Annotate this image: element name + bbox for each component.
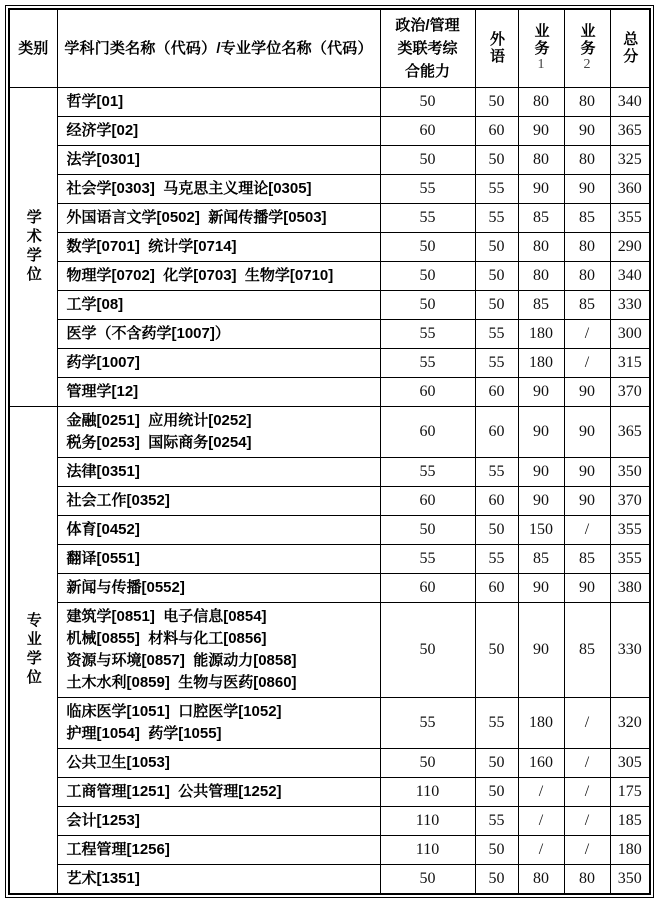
total-score-cell: 315 xyxy=(610,348,650,377)
score-table-frame xyxy=(5,5,654,898)
subject-name-cell: 工程管理[1256] xyxy=(57,835,380,864)
business1-score-cell: 90 xyxy=(518,486,564,515)
total-vertical-label: 总分 xyxy=(621,31,639,66)
politics-score-cell: 60 xyxy=(380,486,475,515)
column-header-politics xyxy=(380,9,475,87)
table-row xyxy=(9,290,650,319)
table-row xyxy=(9,87,650,116)
total-score-cell: 330 xyxy=(610,602,650,697)
foreign-language-score-cell: 55 xyxy=(475,806,518,835)
business1-score-cell: 80 xyxy=(518,864,564,894)
business1-score-cell: 90 xyxy=(518,406,564,457)
total-score-cell: 185 xyxy=(610,806,650,835)
table-row xyxy=(9,544,650,573)
politics-score-cell: 110 xyxy=(380,835,475,864)
politics-score-cell: 55 xyxy=(380,457,475,486)
subject-name-cell: 数学[0701] 统计学[0714] xyxy=(57,232,380,261)
total-score-cell: 350 xyxy=(610,457,650,486)
politics-score-cell: 55 xyxy=(380,348,475,377)
business1-score-cell: / xyxy=(518,806,564,835)
subject-name-cell: 管理学[12] xyxy=(57,377,380,406)
table-row xyxy=(9,174,650,203)
foreign-language-score-cell: 50 xyxy=(475,261,518,290)
category-vertical-label: 专业学位 xyxy=(24,611,42,688)
total-score-cell: 355 xyxy=(610,203,650,232)
subject-name-cell: 会计[1253] xyxy=(57,806,380,835)
business2-score-cell: 80 xyxy=(564,261,610,290)
admission-score-table xyxy=(8,8,651,895)
politics-score-cell: 55 xyxy=(380,697,475,748)
politics-score-cell: 60 xyxy=(380,573,475,602)
politics-score-cell: 50 xyxy=(380,515,475,544)
subject-name-cell: 哲学[01] xyxy=(57,87,380,116)
total-score-cell: 290 xyxy=(610,232,650,261)
business2-score-cell: 90 xyxy=(564,174,610,203)
business2-score-cell: 80 xyxy=(564,232,610,261)
foreign-language-score-cell: 55 xyxy=(475,544,518,573)
business2-score-cell: 85 xyxy=(564,544,610,573)
foreign-language-score-cell: 60 xyxy=(475,116,518,145)
business2-score-cell: 80 xyxy=(564,864,610,894)
table-row xyxy=(9,573,650,602)
subject-name-cell: 社会工作[0352] xyxy=(57,486,380,515)
politics-score-cell: 110 xyxy=(380,806,475,835)
subject-name-cell: 工学[08] xyxy=(57,290,380,319)
total-score-cell: 370 xyxy=(610,486,650,515)
total-score-cell: 350 xyxy=(610,864,650,894)
foreign-language-score-cell: 55 xyxy=(475,319,518,348)
subject-name-cell: 翻译[0551] xyxy=(57,544,380,573)
foreign-language-score-cell: 55 xyxy=(475,174,518,203)
column-header-business2 xyxy=(564,9,610,87)
business2-score-cell: 80 xyxy=(564,145,610,174)
category-vertical-label: 学术学位 xyxy=(24,208,42,285)
foreign-language-score-cell: 60 xyxy=(475,486,518,515)
subject-name-cell: 艺术[1351] xyxy=(57,864,380,894)
business2-score-cell: / xyxy=(564,319,610,348)
subject-name-cell: 临床医学[1051] 口腔医学[1052] 护理[1054] 药学[1055] xyxy=(57,697,380,748)
business1-score-cell: 90 xyxy=(518,174,564,203)
foreign-language-score-cell: 55 xyxy=(475,203,518,232)
business2-score-cell: 85 xyxy=(564,203,610,232)
foreign-language-score-cell: 60 xyxy=(475,406,518,457)
total-score-cell: 325 xyxy=(610,145,650,174)
foreign-language-score-cell: 50 xyxy=(475,748,518,777)
foreign-language-score-cell: 50 xyxy=(475,87,518,116)
business2-score-cell: 80 xyxy=(564,87,610,116)
foreign-language-score-cell: 50 xyxy=(475,602,518,697)
table-row xyxy=(9,261,650,290)
header-row xyxy=(9,9,650,87)
business2-score-cell: 90 xyxy=(564,457,610,486)
total-score-cell: 365 xyxy=(610,116,650,145)
table-row xyxy=(9,806,650,835)
business2-score-cell: / xyxy=(564,777,610,806)
politics-score-cell: 50 xyxy=(380,290,475,319)
politics-score-cell: 55 xyxy=(380,174,475,203)
foreign-language-score-cell: 60 xyxy=(475,377,518,406)
business1-score-cell: 160 xyxy=(518,748,564,777)
foreign-language-score-cell: 55 xyxy=(475,457,518,486)
business1-vertical-label xyxy=(534,23,549,74)
table-row xyxy=(9,835,650,864)
table-row xyxy=(9,515,650,544)
table-body xyxy=(9,87,650,894)
table-row xyxy=(9,377,650,406)
politics-score-cell: 50 xyxy=(380,145,475,174)
business1-score-cell: 180 xyxy=(518,348,564,377)
foreign-language-score-cell: 60 xyxy=(475,573,518,602)
foreign-language-score-cell: 50 xyxy=(475,145,518,174)
business2-score-cell: 90 xyxy=(564,573,610,602)
column-header-category: 类别 xyxy=(9,9,57,87)
politics-score-cell: 110 xyxy=(380,777,475,806)
business1-score-cell: 90 xyxy=(518,377,564,406)
column-header-business1 xyxy=(518,9,564,87)
business1-score-cell: / xyxy=(518,777,564,806)
column-header-foreign-language xyxy=(475,9,518,87)
business1-score-cell: 80 xyxy=(518,261,564,290)
table-row xyxy=(9,406,650,457)
table-row xyxy=(9,602,650,697)
total-score-cell: 370 xyxy=(610,377,650,406)
total-score-cell: 365 xyxy=(610,406,650,457)
business2-score-cell: 90 xyxy=(564,406,610,457)
politics-score-cell: 50 xyxy=(380,864,475,894)
foreign-language-score-cell: 50 xyxy=(475,864,518,894)
table-row xyxy=(9,319,650,348)
politics-score-cell: 50 xyxy=(380,87,475,116)
politics-score-cell: 55 xyxy=(380,319,475,348)
subject-name-cell: 法律[0351] xyxy=(57,457,380,486)
business1-score-cell: 90 xyxy=(518,457,564,486)
foreign-language-score-cell: 50 xyxy=(475,777,518,806)
subject-name-cell: 医学（不含药学[1007]） xyxy=(57,319,380,348)
business2-score-cell: / xyxy=(564,697,610,748)
politics-header-line: 合能力 xyxy=(404,62,450,80)
subject-name-cell: 新闻与传播[0552] xyxy=(57,573,380,602)
business2-score-cell: 90 xyxy=(564,377,610,406)
table-row xyxy=(9,348,650,377)
business2-score-cell: / xyxy=(564,835,610,864)
category-cell-group2 xyxy=(9,406,57,894)
business2-score-cell: / xyxy=(564,515,610,544)
foreign-language-vertical-label: 外语 xyxy=(488,31,505,66)
politics-score-cell: 55 xyxy=(380,544,475,573)
politics-header-line: 政治/管理 xyxy=(395,16,460,34)
business1-score-cell: 80 xyxy=(518,232,564,261)
politics-score-cell: 55 xyxy=(380,203,475,232)
subject-name-cell: 工商管理[1251] 公共管理[1252] xyxy=(57,777,380,806)
business2-label: 业务 xyxy=(578,22,596,57)
foreign-language-score-cell: 50 xyxy=(475,515,518,544)
foreign-language-score-cell: 50 xyxy=(475,290,518,319)
total-score-cell: 360 xyxy=(610,174,650,203)
subject-name-cell: 金融[0251] 应用统计[0252] 税务[0253] 国际商务[0254] xyxy=(57,406,380,457)
total-score-cell: 320 xyxy=(610,697,650,748)
business1-score-cell: 150 xyxy=(518,515,564,544)
politics-header-line: 类联考综 xyxy=(397,39,458,57)
total-score-cell: 175 xyxy=(610,777,650,806)
business1-score-cell: 85 xyxy=(518,290,564,319)
business2-score-cell: 85 xyxy=(564,290,610,319)
politics-score-cell: 60 xyxy=(380,406,475,457)
table-row xyxy=(9,777,650,806)
total-score-cell: 330 xyxy=(610,290,650,319)
total-score-cell: 180 xyxy=(610,835,650,864)
business2-score-cell: / xyxy=(564,348,610,377)
table-row xyxy=(9,116,650,145)
table-row xyxy=(9,748,650,777)
business1-score-cell: 90 xyxy=(518,602,564,697)
business1-label: 业务 xyxy=(532,22,550,57)
table-row xyxy=(9,697,650,748)
total-score-cell: 340 xyxy=(610,261,650,290)
total-score-cell: 380 xyxy=(610,573,650,602)
subject-name-cell: 物理学[0702] 化学[0703] 生物学[0710] xyxy=(57,261,380,290)
business2-score-cell: 90 xyxy=(564,116,610,145)
politics-score-cell: 60 xyxy=(380,377,475,406)
total-score-cell: 355 xyxy=(610,544,650,573)
column-header-subject: 学科门类名称（代码）/专业学位名称（代码） xyxy=(57,9,380,87)
business1-score-cell: 180 xyxy=(518,319,564,348)
table-header xyxy=(9,9,650,87)
foreign-language-score-cell: 50 xyxy=(475,232,518,261)
foreign-language-score-cell: 50 xyxy=(475,835,518,864)
business2-score-cell: / xyxy=(564,748,610,777)
column-header-total xyxy=(610,9,650,87)
politics-score-cell: 50 xyxy=(380,261,475,290)
total-score-cell: 355 xyxy=(610,515,650,544)
subject-name-cell: 药学[1007] xyxy=(57,348,380,377)
subject-name-cell: 法学[0301] xyxy=(57,145,380,174)
business1-score-cell: 90 xyxy=(518,116,564,145)
table-row xyxy=(9,232,650,261)
politics-score-cell: 50 xyxy=(380,232,475,261)
subject-name-cell: 建筑学[0851] 电子信息[0854] 机械[0855] 材料与化工[0856] 资源与环境[0857] 能源动力[0858] 土木水利[0859] 生物与医药[0860] xyxy=(57,602,380,697)
foreign-language-score-cell: 55 xyxy=(475,697,518,748)
subject-name-cell: 外国语言文学[0502] 新闻传播学[0503] xyxy=(57,203,380,232)
business2-score-cell: / xyxy=(564,806,610,835)
business1-score-cell: / xyxy=(518,835,564,864)
business1-score-cell: 80 xyxy=(518,145,564,174)
subject-name-cell: 社会学[0303] 马克思主义理论[0305] xyxy=(57,174,380,203)
politics-score-cell: 50 xyxy=(380,602,475,697)
business2-vertical-label xyxy=(580,23,595,74)
subject-name-cell: 经济学[02] xyxy=(57,116,380,145)
table-row xyxy=(9,145,650,174)
politics-score-cell: 50 xyxy=(380,748,475,777)
business1-score-cell: 180 xyxy=(518,697,564,748)
foreign-language-score-cell: 55 xyxy=(475,348,518,377)
total-score-cell: 340 xyxy=(610,87,650,116)
business1-score-cell: 80 xyxy=(518,87,564,116)
total-score-cell: 305 xyxy=(610,748,650,777)
politics-score-cell: 60 xyxy=(380,116,475,145)
subject-name-cell: 公共卫生[1053] xyxy=(57,748,380,777)
table-row xyxy=(9,203,650,232)
total-score-cell: 300 xyxy=(610,319,650,348)
business1-number: 1 xyxy=(533,56,549,74)
business1-score-cell: 85 xyxy=(518,203,564,232)
business1-score-cell: 90 xyxy=(518,573,564,602)
category-cell-group1 xyxy=(9,87,57,406)
table-row xyxy=(9,486,650,515)
business2-number: 2 xyxy=(579,56,595,74)
business2-score-cell: 85 xyxy=(564,602,610,697)
business2-score-cell: 90 xyxy=(564,486,610,515)
subject-name-cell: 体育[0452] xyxy=(57,515,380,544)
table-row xyxy=(9,457,650,486)
business1-score-cell: 85 xyxy=(518,544,564,573)
